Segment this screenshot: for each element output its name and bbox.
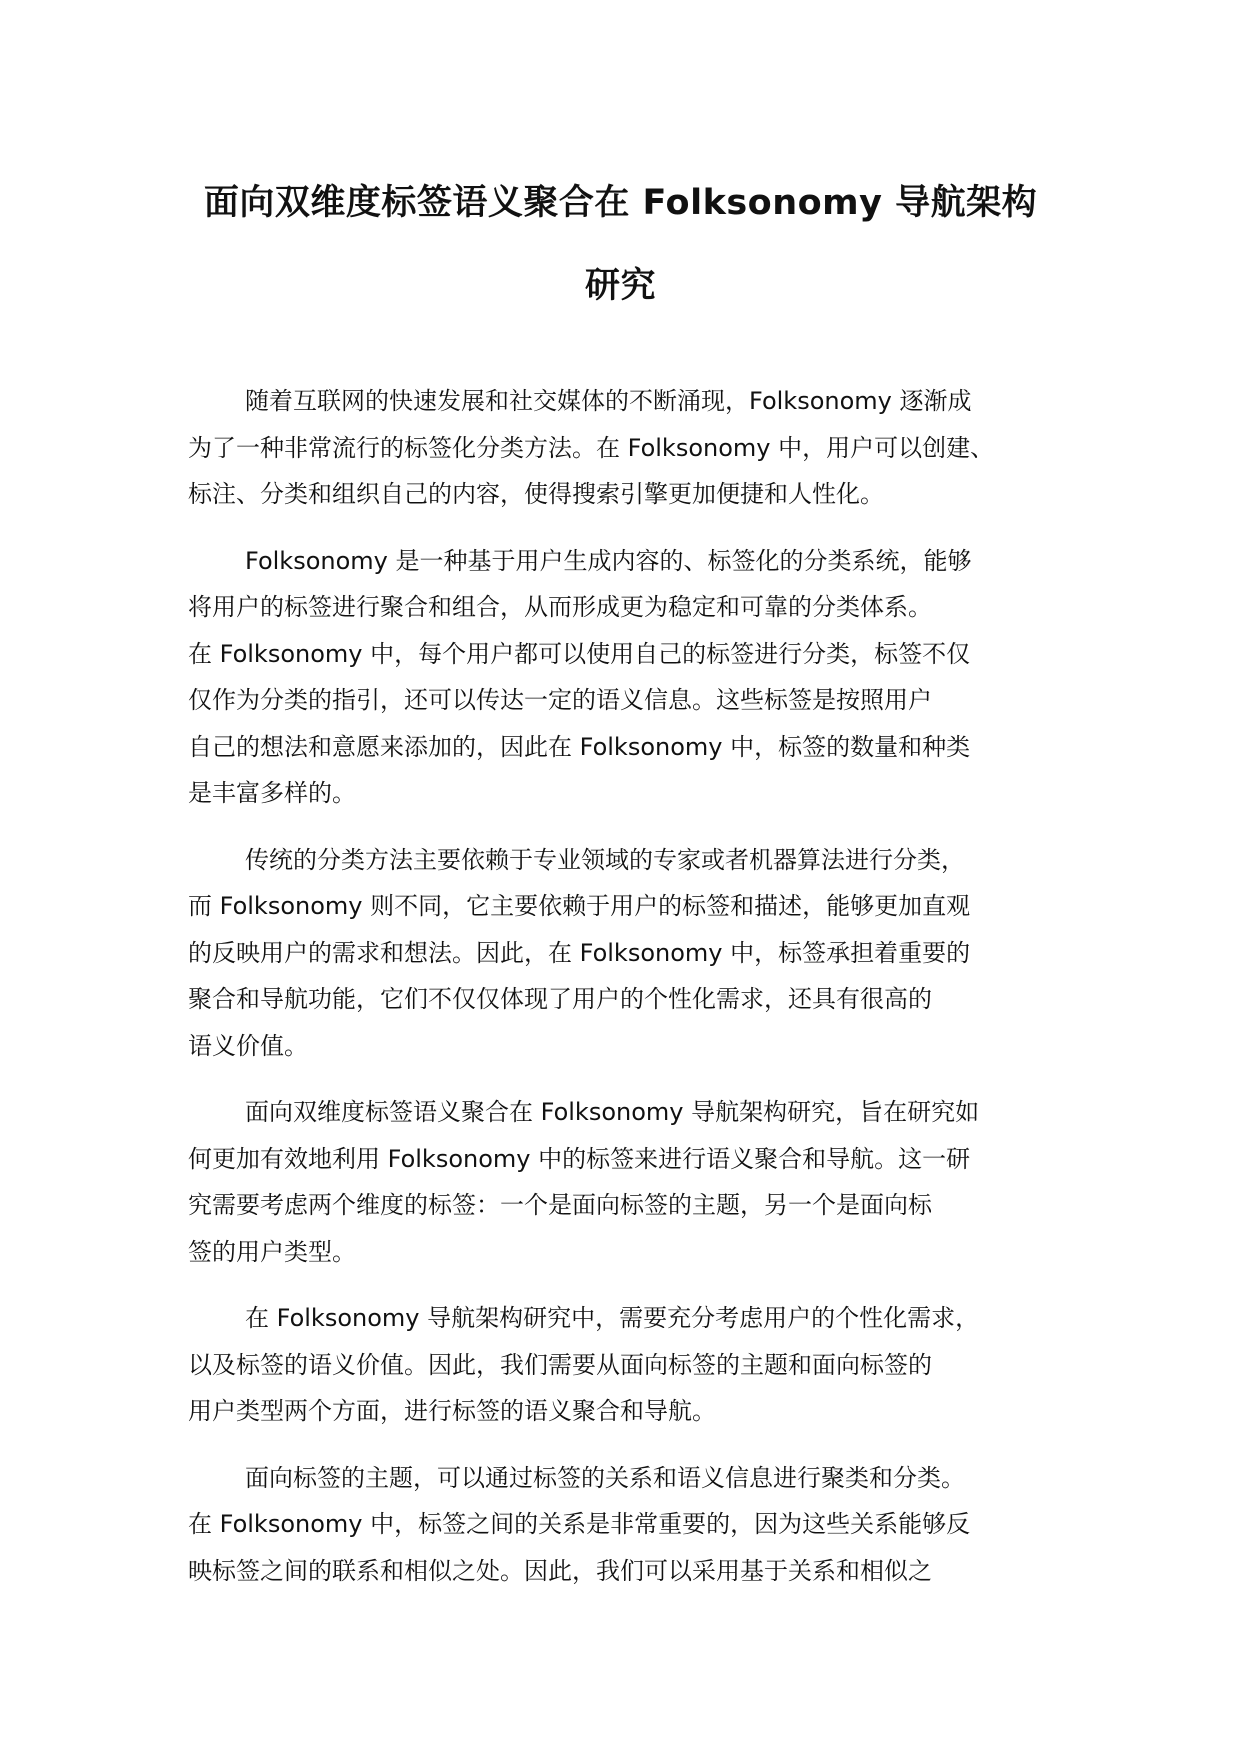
paragraph-line: 而 Folksonomy 则不同，它主要依赖于用户的标签和描述，能够更加直观 [188,892,971,920]
paragraph-line: 将用户的标签进行聚合和组合，从而形成更为稳定和可靠的分类体系。 [188,593,932,621]
paragraph-line: 为了一种非常流行的标签化分类方法。在 Folksonomy 中，用户可以创建、 [188,433,995,462]
paragraph-line: 仅作为分类的指引，还可以传达一定的语义信息。这些标签是按照用户 [188,686,932,714]
paragraph-line: 是丰富多样的。 [188,779,356,807]
paragraph-line: 传统的分类方法主要依赖于专业领域的专家或者机器算法进行分类， [245,845,965,874]
paragraph [188,1089,1078,1275]
paragraph [188,1455,1078,1595]
paragraph-line: 的反映用户的需求和想法。因此，在 Folksonomy 中，标签承担着重要的 [188,938,971,967]
paragraph-line: 在 Folksonomy 导航架构研究中，需要充分考虑用户的个性化需求， [245,1304,980,1332]
paragraph-line: 随着互联网的快速发展和社交媒体的不断涌现，Folksonomy 逐渐成 [245,387,972,415]
paragraph-line: 在 Folksonomy 中，标签之间的关系是非常重要的，因为这些关系能够反 [188,1510,971,1538]
paragraph-line: 在 Folksonomy 中，每个用户都可以使用自己的标签进行分类，标签不仅 [188,639,971,668]
paragraph-line: 用户类型两个方面，进行标签的语义聚合和导航。 [188,1397,716,1425]
paragraph-line: 面向标签的主题，可以通过标签的关系和语义信息进行聚类和分类。 [245,1463,965,1492]
document-title: 面向双维度标签语义聚合在 Folksonomy 导航架构 [203,183,1038,223]
paragraph-line: 自己的想法和意愿来添加的，因此在 Folksonomy 中，标签的数量和种类 [188,732,971,761]
paragraph-line: 面向双维度标签语义聚合在 Folksonomy 导航架构研究，旨在研究如 [245,1098,980,1126]
paragraph [188,837,1078,1070]
paragraph-line: 语义价值。 [188,1031,308,1060]
paragraph-line: 签的用户类型。 [188,1237,356,1266]
paragraph-line: 标注、分类和组织自己的内容，使得搜索引擎更加便捷和人性化。 [188,480,884,508]
document-body [188,378,1078,1614]
paragraph-line: 聚合和导航功能，它们不仅仅体现了用户的个性化需求，还具有很高的 [188,985,932,1013]
paragraph-line: 何更加有效地利用 Folksonomy 中的标签来进行语义聚合和导航。这一研 [188,1144,971,1173]
document-title-continued: 研究 [584,266,656,306]
paragraph [188,1295,1078,1435]
paragraph-line: 究需要考虑两个维度的标签：一个是面向标签的主题，另一个是面向标 [188,1191,932,1219]
paragraph-line: Folksonomy 是一种基于用户生成内容的、标签化的分类系统，能够 [245,546,972,575]
paragraph-line: 映标签之间的联系和相似之处。因此，我们可以采用基于关系和相似之 [188,1556,932,1585]
paragraph [188,378,1078,518]
paragraph-line: 以及标签的语义价值。因此，我们需要从面向标签的主题和面向标签的 [188,1350,932,1379]
paragraph [188,538,1078,817]
